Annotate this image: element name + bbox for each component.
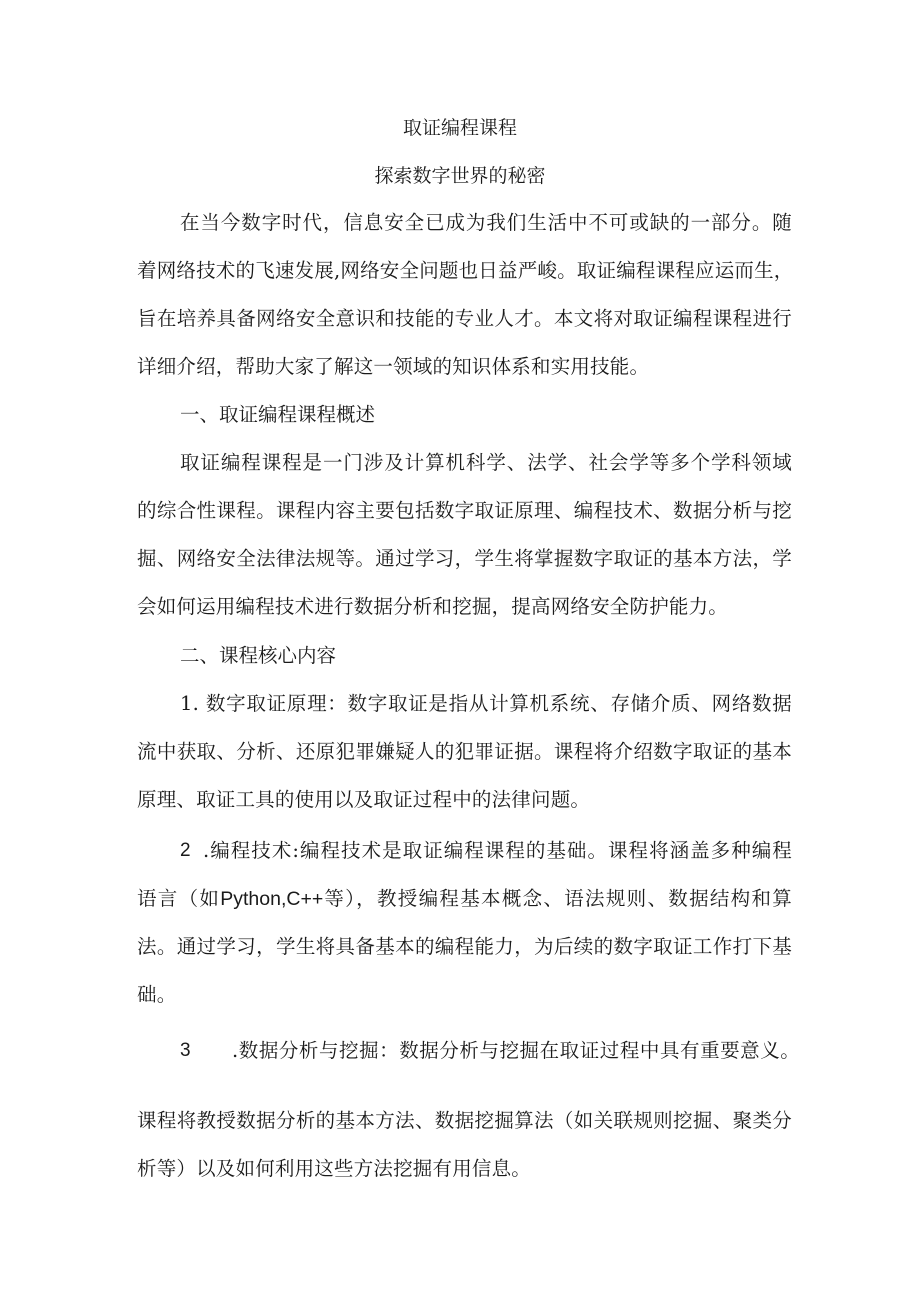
item1-line: 原理、取证工具的使用以及取证过程中的法律问题。 xyxy=(137,788,591,811)
section-heading: 二、课程核心内容 xyxy=(180,644,337,667)
intro-line: 着网络技术的飞速发展,网络安全问题也日益严峻。取证编程课程应运而生， xyxy=(137,259,794,282)
document-subtitle: 探索数字世界的秘密 xyxy=(374,165,546,187)
section1-line: 会如何运用编程技术进行数据分析和挖掘，提高网络安全防护能力。 xyxy=(137,595,729,618)
intro-line: 在当今数字时代，信息安全已成为我们生活中不可或缺的一部分。随 xyxy=(180,211,792,234)
item1-line: 1. 数字取证原理：数字取证是指从计算机系统、存储介质、网络数据 xyxy=(180,692,792,715)
section1-line: 掘、网络安全法律法规等。通过学习，学生将掌握数字取证的基本方法，学 xyxy=(137,547,792,570)
section1-line: 的综合性课程。课程内容主要包括数字取证原理、编程技术、数据分析与挖 xyxy=(137,499,792,522)
item2-line: 法。通过学习，学生将具备基本的编程能力，为后续的数字取证工作打下基 xyxy=(137,935,792,958)
document-title: 取证编程课程 xyxy=(402,117,517,139)
section1-line: 取证编程课程是一门涉及计算机科学、法学、社会学等多个学科领域 xyxy=(180,451,792,474)
item2-language-names: Python,C++ xyxy=(220,888,324,910)
item3-line: 课程将教授数据分析的基本方法、数据挖掘算法（如关联规则挖掘、聚类分 xyxy=(137,1109,792,1132)
section-heading: 一、取证编程课程概述 xyxy=(180,403,376,426)
item3-number: 3 xyxy=(180,1040,191,1061)
item2-line-post: 等），教授编程基本概念、语法规则、数据结构和算 xyxy=(323,887,792,910)
item2-line-pre: 语言（如 xyxy=(137,887,221,910)
item3-line: .数据分析与挖掘：数据分析与挖掘在取证过程中具有重要意义。 xyxy=(232,1039,800,1062)
item2-line xyxy=(137,886,792,912)
intro-line: 详细介绍，帮助大家了解这一领域的知识体系和实用技能。 xyxy=(137,355,650,378)
item2-line: 础。 xyxy=(137,983,177,1006)
item1-line: 流中获取、分析、还原犯罪嫌疑人的犯罪证据。课程将介绍数字取证的基本 xyxy=(137,740,792,763)
item3-line: 析等）以及如何利用这些方法挖掘有用信息。 xyxy=(137,1157,532,1180)
item2-line: .编程技术:编程技术是取证编程课程的基础。课程将涵盖多种编程 xyxy=(203,839,792,862)
item2-number: 2 xyxy=(180,840,191,861)
intro-line: 旨在培养具备网络安全意识和技能的专业人才。本文将对取证编程课程进行 xyxy=(137,307,792,330)
